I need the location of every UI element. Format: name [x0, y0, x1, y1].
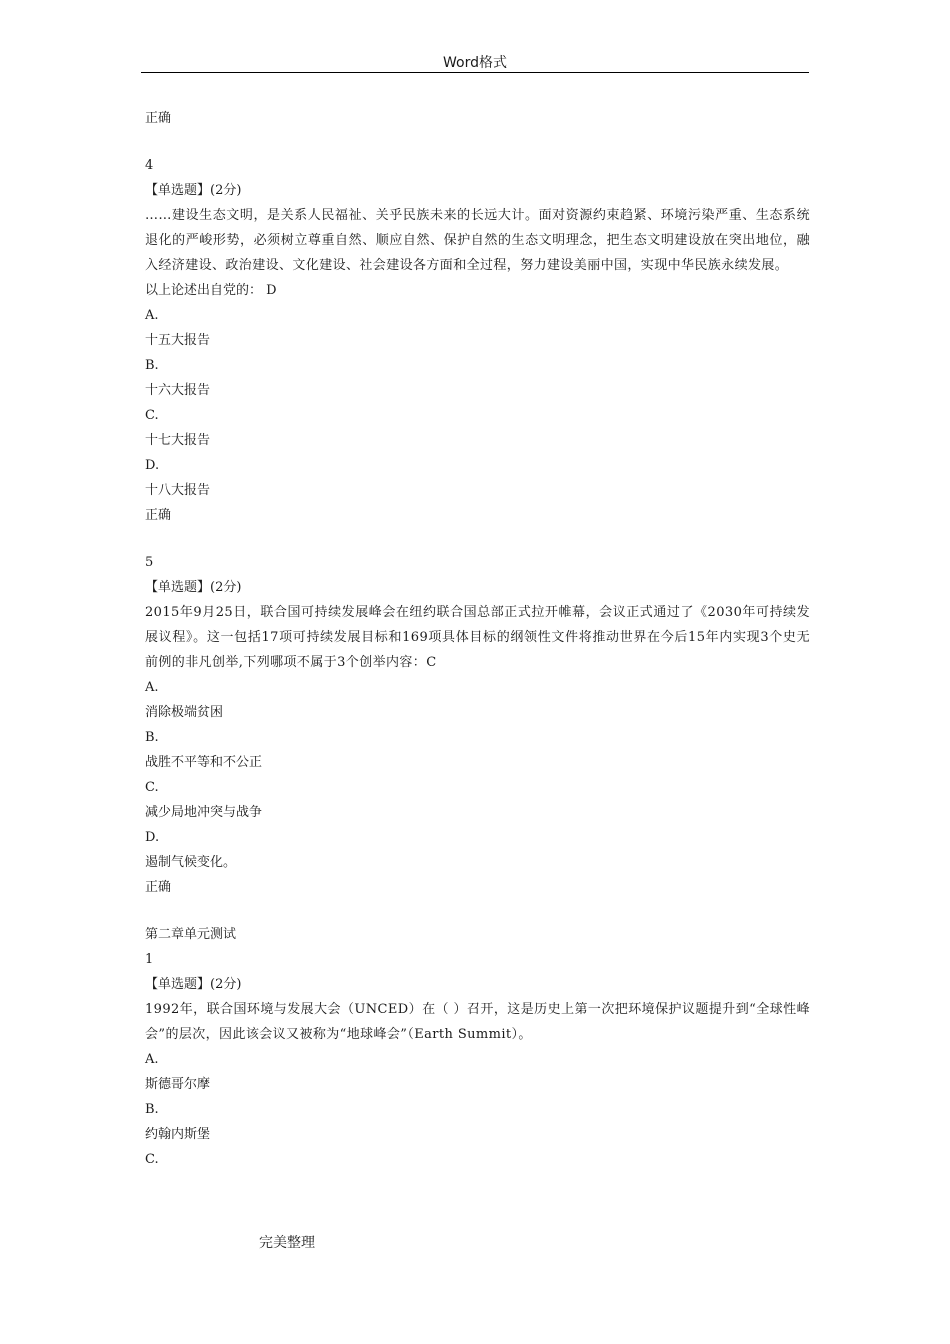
spacer [145, 528, 810, 550]
spacer [145, 131, 810, 153]
option-letter-c: C. [145, 780, 159, 795]
option-letter-c: C. [145, 1152, 159, 1167]
question-block-5 [145, 550, 810, 900]
question-prompt: 以上论述出自党的： D [145, 283, 277, 298]
option-text-d: 十八大报告 [145, 483, 211, 498]
option-letter-a: A. [145, 1052, 159, 1067]
option-text-b: 十六大报告 [145, 383, 211, 398]
option-letter-b: B. [145, 1102, 159, 1117]
document-body [145, 106, 810, 1172]
answer-result: 正确 [145, 508, 172, 523]
header-divider [141, 72, 809, 73]
question-stem: 2015年9月25日，联合国可持续发展峰会在纽约联合国总部正式拉开帷幕，会议正式通过了《2030年可持续发展议程》。这一包括17项可持续发展目标和169项具体目标的纲领性文件将推动世界在今后15年内实现3个史无前例的非凡创举,下列哪项不属于3个创举内容：C [145, 605, 810, 670]
option-letter-c: C. [145, 408, 159, 423]
option-text-a: 消除极端贫困 [145, 705, 224, 720]
chapter-2-section [145, 922, 810, 1172]
question-stem: ……建设生态文明，是关系人民福祉、关乎民族未来的长远大计。面对资源约束趋紧、环境污染严重、生态系统退化的严峻形势，必须树立尊重自然、顺应自然、保护自然的生态文明理念，把生态文明建设放在突出地位，融入经济建设、政治建设、文化建设、社会建设各方面和全过程，努力建设美丽中国，实现中华民族永续发展。 [145, 208, 810, 273]
option-text-d: 遏制气候变化。 [145, 855, 237, 870]
option-letter-d: D. [145, 830, 160, 845]
option-text-a: 斯德哥尔摩 [145, 1077, 211, 1092]
page-header: Word格式 [443, 55, 507, 71]
question-number: 5 [145, 555, 154, 570]
option-letter-d: D. [145, 458, 160, 473]
option-text-c: 减少局地冲突与战争 [145, 805, 263, 820]
option-text-b: 战胜不平等和不公正 [145, 755, 263, 770]
option-text-c: 十七大报告 [145, 433, 211, 448]
chapter-title: 第二章单元测试 [145, 927, 237, 942]
question-type: 【单选题】(2分) [145, 183, 242, 198]
question-stem: 1992年，联合国环境与发展大会（UNCED）在（ ）召开，这是历史上第一次把环境保护议题提升到“全球性峰会”的层次，因此该会议又被称为“地球峰会”（Earth Summit）。 [145, 1002, 810, 1042]
option-text-a: 十五大报告 [145, 333, 211, 348]
option-text-b: 约翰内斯堡 [145, 1127, 211, 1142]
question-type: 【单选题】(2分) [145, 580, 242, 595]
question-number: 1 [145, 952, 154, 967]
question-number: 4 [145, 158, 154, 173]
spacer [145, 900, 810, 922]
question-block-4 [145, 153, 810, 528]
option-letter-a: A. [145, 680, 159, 695]
option-letter-b: B. [145, 358, 159, 373]
option-letter-a: A. [145, 308, 159, 323]
answer-result: 正确 [145, 880, 172, 895]
option-letter-b: B. [145, 730, 159, 745]
previous-answer-result: 正确 [145, 111, 172, 126]
question-type: 【单选题】(2分) [145, 977, 242, 992]
page-footer: 完美整理 [259, 1235, 315, 1251]
